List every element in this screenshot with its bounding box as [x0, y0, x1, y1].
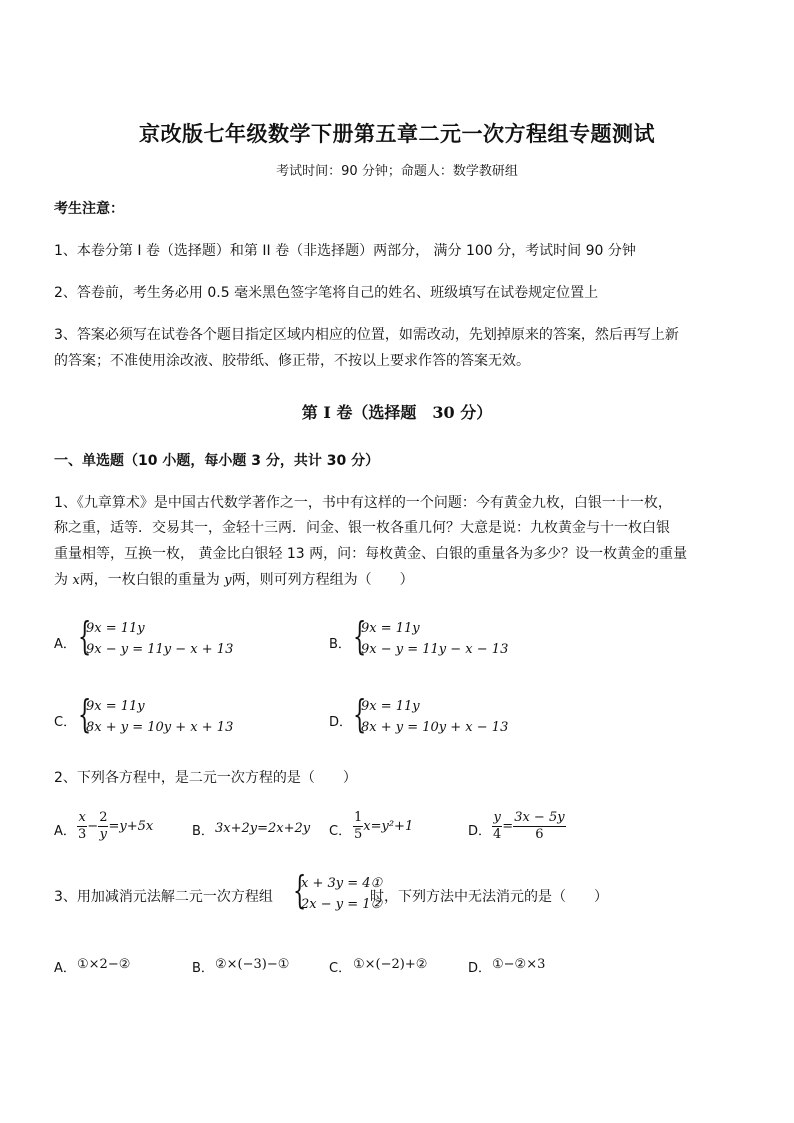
q3-stem-a: 3、用加减消元法解二元一次方程组	[54, 889, 273, 905]
var-x: x	[72, 573, 80, 588]
q1-option-b-label[interactable]: B．	[329, 637, 351, 652]
q1-option-d-label[interactable]: D．	[329, 715, 353, 730]
q2-stem: 2、下列各方程中，是二元一次方程的是（ ）	[54, 770, 357, 786]
q1-option-b[interactable]: { 9x = 11y 9x − y = 11y − x − 13	[353, 614, 509, 658]
q3-option-a[interactable]: ①×2−②	[77, 957, 131, 972]
q1-option-a[interactable]: { 9x = 11y 9x − y = 11y − x + 13	[78, 614, 234, 658]
notice-item: 3、答案必须写在试卷各个题目指定区域内相应的位置，如需改动，先划掉原来的答案，然后再写上新	[54, 327, 679, 343]
var-y: y	[224, 573, 232, 588]
q1-stem-line: 称之重，适等．交易其一，金轻十三两．问金、银一枚各重几何？大意是说：九枚黄金与十一枚白银	[54, 520, 670, 536]
q3-option-a-label[interactable]: A．	[54, 961, 76, 976]
q3-system: { x + 3y = 4① 2x − y = 1②	[293, 868, 383, 912]
notice-item: 1、本卷分第 I 卷（选择题）和第 II 卷（非选择题）两部分， 满分 100 分，考试时间 90 分钟	[54, 243, 636, 259]
q2-option-b-label[interactable]: B．	[192, 824, 214, 839]
q2-option-a-label[interactable]: A．	[54, 824, 76, 839]
q2-option-d-label[interactable]: D．	[468, 824, 492, 839]
q1-stem-line: 为 x两，一枚白银的重量为 y两，则可列方程组为（ ）	[54, 572, 414, 588]
notice-item: 2、答卷前，考生务必用 0.5 毫米黑色签字笔将自己的姓名、班级填写在试卷规定位置上	[54, 285, 599, 301]
q2-option-d[interactable]: $\frac{y}{4}$ = $\frac{3x - 5y}{6}$	[493, 810, 565, 842]
q1-option-d[interactable]: { 9x = 11y 8x + y = 10y + x − 13	[353, 692, 509, 736]
q3-option-b[interactable]: ②×(−3)−①	[215, 957, 290, 972]
q1-option-c[interactable]: { 9x = 11y 8x + y = 10y + x + 13	[78, 692, 234, 736]
q3-option-d-label[interactable]: D．	[468, 961, 492, 976]
q3-option-b-label[interactable]: B．	[192, 961, 214, 976]
q3-option-d[interactable]: ①−②×3	[492, 957, 546, 972]
notice-heading: 考生注意：	[54, 201, 124, 217]
q3-option-c-label[interactable]: C．	[329, 961, 352, 976]
page-title: 京改版七年级数学下册第五章二元一次方程组专题测试	[139, 121, 655, 146]
part-heading: 一、单选题（10 小题，每小题 3 分，共计 30 分）	[54, 453, 380, 469]
q2-option-a[interactable]: $\frac{x}{3}$ − $\frac{2}{y}$ =y+5x	[78, 810, 154, 842]
q2-option-c-label[interactable]: C．	[329, 824, 352, 839]
notice-item: 的答案；不准使用涂改液、胶带纸、修正带，不按以上要求作答的答案无效。	[54, 353, 530, 369]
q2-option-b[interactable]: 3x+2y=2x+2y	[215, 821, 311, 836]
q1-option-c-label[interactable]: C．	[54, 715, 77, 730]
q1-stem-line: 重量相等，互换一枚， 黄金比白银轻 13 两，问：每枚黄金、白银的重量各为多少？设一枚黄金的重量	[54, 546, 688, 562]
section-title: 第 I 卷（选择题 30 分）	[301, 403, 493, 422]
q3-stem-b: 时，下列方法中无法消元的是（ ）	[370, 889, 608, 905]
page-subtitle: 考试时间：90 分钟；命题人：数学教研组	[276, 164, 518, 179]
q1-option-a-label[interactable]: A．	[54, 637, 76, 652]
q3-option-c[interactable]: ①×(−2)+②	[353, 957, 428, 972]
q2-option-c[interactable]: $\frac{1}{5}$ x=y²+1	[354, 810, 414, 842]
q1-stem-line: 1、《九章算术》是中国古代数学著作之一，书中有这样的一个问题：今有黄金九枚，白银一十一枚，	[54, 495, 672, 511]
